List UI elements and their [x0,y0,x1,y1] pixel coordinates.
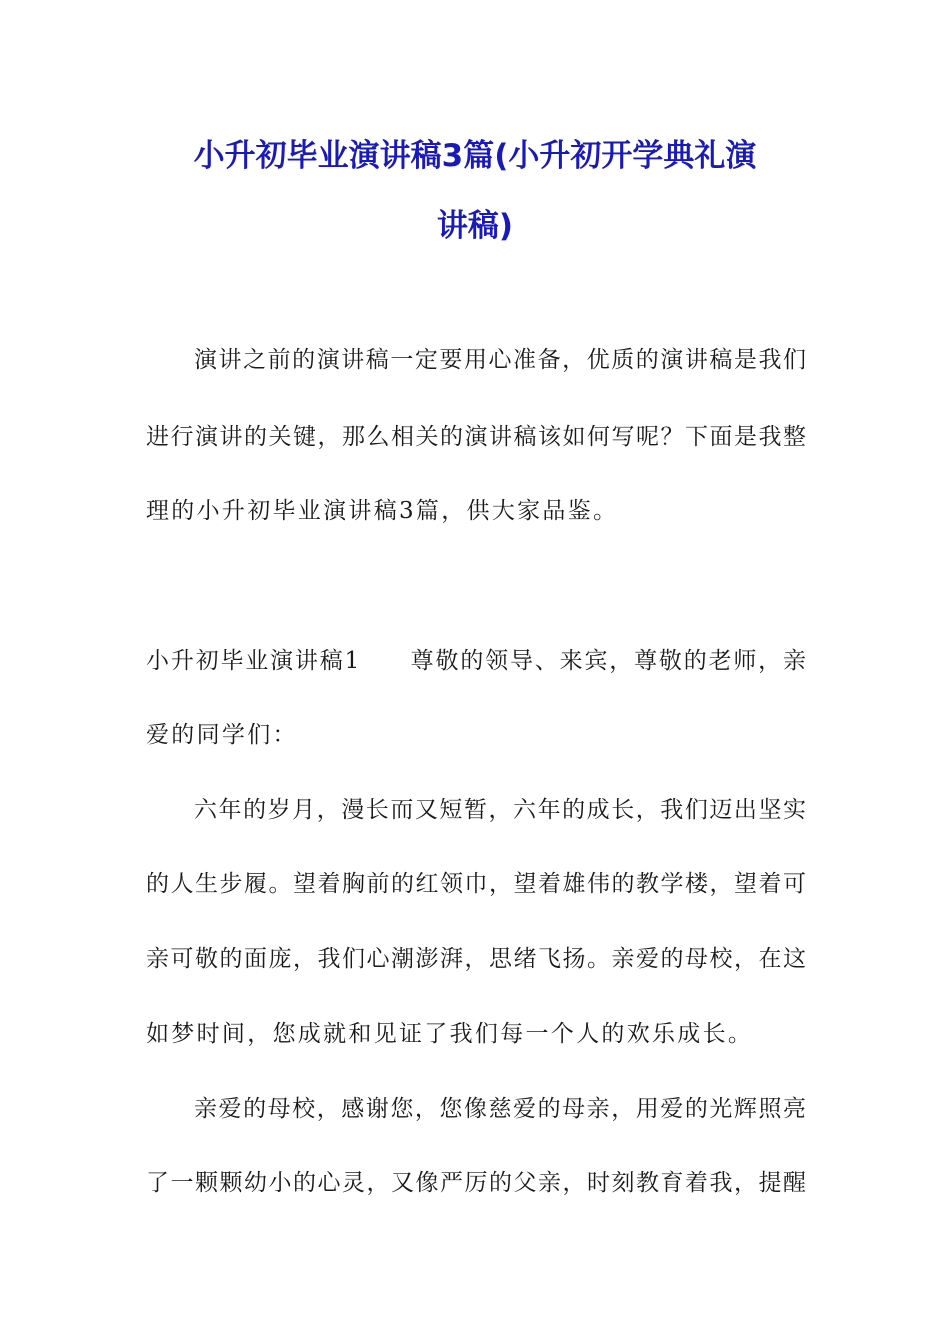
speech1-heading-line-2: 爱的同学们： [146,722,298,748]
speech1-heading-line-1: 小升初毕业演讲稿1 尊敬的领导、来宾，尊敬的老师，亲 [146,648,806,674]
speech1-para1-line-2: 的人生步履。望着胸前的红领巾，望着雄伟的教学楼，望着可 [146,871,806,897]
speech1-para2-line-1: 亲爱的母校，感谢您，您像慈爱的母亲，用爱的光辉照亮 [194,1096,806,1122]
intro-line-3: 理的小升初毕业演讲稿3篇，供大家品鉴。 [146,498,619,524]
document-title-line-2: 讲稿) [436,208,514,244]
speech1-para1-line-4: 如梦时间，您成就和见证了我们每一个人的欢乐成长。 [146,1021,754,1047]
speech1-para1-line-1: 六年的岁月，漫长而又短暂，六年的成长，我们迈出坚实 [194,797,806,823]
document-title-line-1: 小升初毕业演讲稿3篇(小升初开学典礼演 [193,138,757,174]
speech1-para2-line-2: 了一颗颗幼小的心灵，又像严厉的父亲，时刻教育着我，提醒 [146,1170,806,1196]
intro-line-2: 进行演讲的关键，那么相关的演讲稿该如何写呢？下面是我整 [146,424,806,450]
speech1-para1-line-3: 亲可敬的面庞，我们心潮澎湃，思绪飞扬。亲爱的母校，在这 [146,946,806,972]
intro-line-1: 演讲之前的演讲稿一定要用心准备，优质的演讲稿是我们 [194,347,806,373]
